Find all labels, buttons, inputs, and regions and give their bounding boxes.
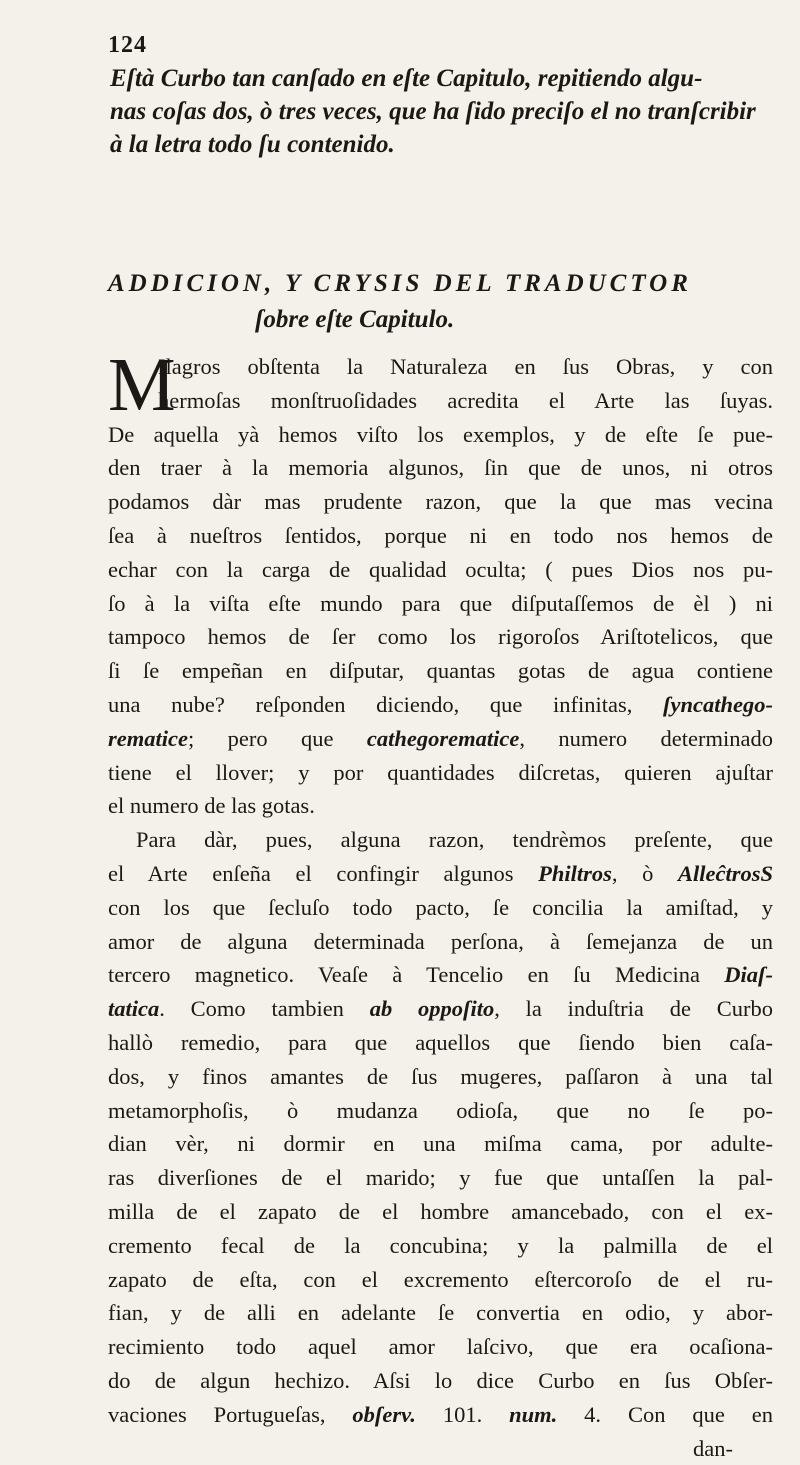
text-line: [108, 992, 773, 1026]
text-run: , la induſtria de Curbo: [494, 996, 773, 1021]
text-run: , numero determinado: [519, 726, 773, 751]
text-run: tiene el llover; y por quantidades diſcretas, quieren ajuſtar: [108, 760, 773, 785]
text-line: [108, 1398, 773, 1432]
text-run: ſo à la viſta eſte mundo para que diſputaſſemos de èl ) ni: [108, 591, 773, 616]
text-run: 101.: [416, 1402, 509, 1427]
text-run: vaciones Portugueſas,: [108, 1402, 352, 1427]
text-run: ſea à nueſtros ſentidos, porque ni en todo nos hemos de: [108, 523, 773, 548]
text-run: Para dàr, pues, alguna razon, tendrèmos preſente, que: [136, 827, 773, 852]
text-line: [108, 451, 773, 485]
text-line: [108, 1330, 773, 1364]
text-run: . Como tambien: [159, 996, 369, 1021]
italic-term: cathegorematice: [367, 726, 519, 751]
text-run: una nube? reſponden diciendo, que infinitas,: [108, 692, 663, 717]
text-run: zapato de eſta, con el excremento eſtercoroſo de el ru-: [108, 1267, 773, 1292]
italic-term: obſerv.: [352, 1402, 416, 1427]
text-run: do de algun hechizo. Aſsi lo dice Curbo en ſus Obſer-: [108, 1368, 773, 1393]
text-line: [108, 654, 773, 688]
text-line: [108, 756, 773, 790]
text-line: [108, 418, 773, 452]
text-run: Ilagros obſtenta la Naturaleza en ſus Obras, y con: [158, 354, 773, 379]
text-run: den traer à la memoria algunos, ſin que de unos, ni otros: [108, 455, 773, 480]
text-line: [108, 620, 773, 654]
italic-term: AlleĉtrosS: [678, 861, 773, 886]
text-run: dan-: [693, 1436, 733, 1461]
text-run: ; pero que: [188, 726, 367, 751]
text-run: 4. Con que en: [557, 1402, 773, 1427]
intro-line: Eſtà Curbo tan canſado en eſte Capitulo, repitiendo algu-: [110, 62, 770, 95]
text-line: [108, 587, 773, 621]
text-run: con los que ſecluſo todo pacto, ſe concilia la amiſtad, y: [108, 895, 773, 920]
text-line: [108, 789, 773, 823]
text-run: fian, y de alli en adelante ſe convertia en odio, y abor-: [108, 1300, 773, 1325]
text-line: [108, 958, 773, 992]
text-line: [108, 1094, 773, 1128]
italic-term: Diaſ-: [724, 962, 773, 987]
italic-term: ab oppoſito: [370, 996, 495, 1021]
text-line: [108, 1364, 773, 1398]
drop-cap: M: [108, 352, 176, 418]
text-run: hallò remedio, para que aquellos que ſiendo bien caſa-: [108, 1030, 773, 1055]
text-line: [108, 688, 773, 722]
italic-term: num.: [509, 1402, 557, 1427]
text-line: [108, 891, 773, 925]
italic-term: ſyncathego-: [663, 692, 773, 717]
text-line: [108, 1127, 773, 1161]
text-line: [108, 925, 773, 959]
page-number: 124: [108, 32, 147, 59]
body-text: [108, 350, 773, 1465]
text-line: [108, 857, 773, 891]
text-line: [108, 1026, 773, 1060]
italic-term: rematice: [108, 726, 188, 751]
text-run: dos, y finos amantes de ſus mugeres, paſſaron à una tal: [108, 1064, 773, 1089]
text-line: [108, 722, 773, 756]
text-run: el numero de las gotas.: [108, 793, 315, 818]
text-run: De aquella yà hemos viſto los exemplos, y de eſte ſe pue-: [108, 422, 773, 447]
text-line: [108, 519, 773, 553]
text-run: metamorphoſis, ò mudanza odioſa, que no ſe po-: [108, 1098, 773, 1123]
text-run: milla de el zapato de el hombre amancebado, con el ex-: [108, 1199, 773, 1224]
text-run: el Arte enſeña el confingir algunos: [108, 861, 538, 886]
text-run: ras diverſiones de el marido; y fue que untaſſen la pal-: [108, 1165, 773, 1190]
text-line: [108, 1229, 773, 1263]
text-run: echar con la carga de qualidad oculta; ( pues Dios nos pu-: [108, 557, 773, 582]
text-run: hermoſas monſtruoſidades acredita el Arte las ſuyas.: [158, 388, 773, 413]
intro-line: à la letra todo ſu contenido.: [110, 128, 770, 161]
section-subheading: ſobre eſte Capitulo.: [255, 306, 454, 334]
text-run: dian vèr, ni dormir en una miſma cama, por adulte-: [108, 1131, 773, 1156]
section-heading: ADDICION, Y CRYSIS DEL TRADUCTOR: [108, 270, 778, 298]
italic-term: Philtros: [538, 861, 612, 886]
text-run: amor de alguna determinada perſona, à ſemejanza de un: [108, 929, 773, 954]
text-line: [108, 823, 773, 857]
text-line: [108, 553, 773, 587]
chapter-intro: [110, 62, 770, 161]
text-line: [108, 485, 773, 519]
text-run: ſi ſe empeñan en diſputar, quantas gotas de agua contiene: [108, 658, 773, 683]
text-line: [108, 1432, 773, 1465]
text-line: [108, 350, 773, 384]
text-line: [108, 1296, 773, 1330]
text-line: [108, 1060, 773, 1094]
text-run: tercero magnetico. Veaſe à Tencelio en ſu Medicina: [108, 962, 724, 987]
text-run: , ò: [612, 861, 678, 886]
text-run: cremento fecal de la concubina; y la palmilla de el: [108, 1233, 773, 1258]
text-run: tampoco hemos de ſer como los rigoroſos Ariſtotelicos, que: [108, 624, 773, 649]
text-line: [108, 1263, 773, 1297]
italic-term: tatica: [108, 996, 159, 1021]
text-line: [108, 1195, 773, 1229]
intro-line: nas coſas dos, ò tres veces, que ha ſido preciſo el no tranſcribir: [110, 95, 770, 128]
text-line: [108, 1161, 773, 1195]
text-run: recimiento todo aquel amor laſcivo, que era ocaſiona-: [108, 1334, 773, 1359]
text-line: [108, 384, 773, 418]
text-run: podamos dàr mas prudente razon, que la que mas vecina: [108, 489, 773, 514]
